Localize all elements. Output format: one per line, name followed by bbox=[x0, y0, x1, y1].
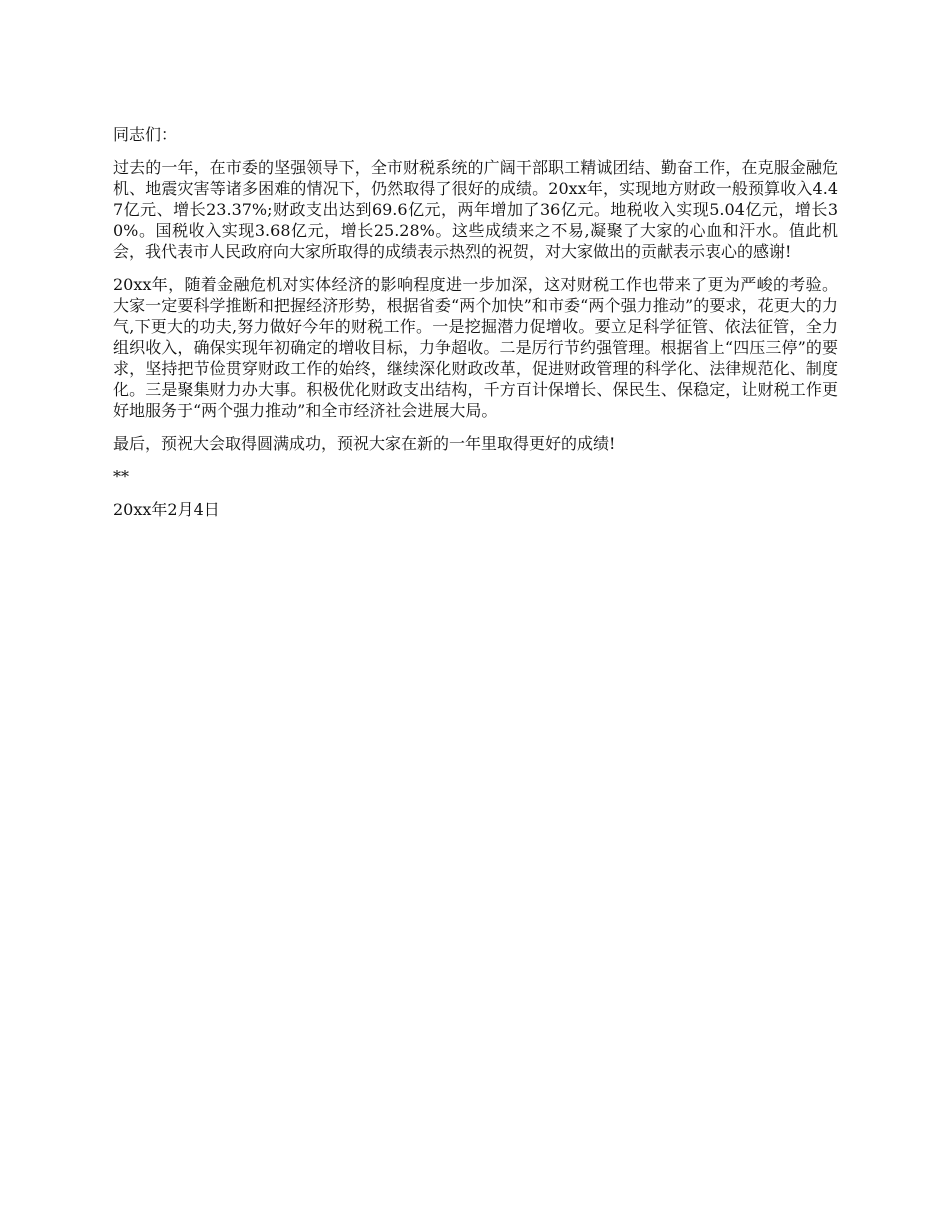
greeting: 同志们： bbox=[113, 125, 178, 144]
paragraph-closing: 最后，预祝大会取得圆满成功，预祝大家在新的一年里取得更好的成绩! bbox=[113, 434, 616, 453]
signature: ** bbox=[113, 467, 129, 486]
paragraph-tasks: 20xx年，随着金融危机对实体经济的影响程度进一步加深，这对财税工作也带来了更为严峻的考验。大家一定要科学推断和把握经济形势，根据省委“两个加快”和市委“两个强力推动”的要求，花更大的力气,下更大的功夫,努力做好今年的财税工作。一是挖掘潜力促增收。要立足科学征管、依法征管，全力组织收入，确保实现年初确定的增收目标，力争超收。二是厉行节约强管理。根据省上“四压三停”的要求，坚持把节俭贯穿财政工作的始终，继续深化财政改革，促进财政管理的科学化、法律规范化、制度化。三是聚集财力办大事。积极优化财政支出结构，千方百计保增长、保民生、保稳定，让财税工作更好地服务于“两个强力推动”和全市经济社会进展大局。 bbox=[113, 275, 838, 420]
letter-body bbox=[113, 124, 838, 520]
date: 20xx年2月4日 bbox=[113, 500, 220, 519]
paragraph-review: 过去的一年，在市委的坚强领导下，全市财税系统的广阔干部职工精诚团结、勤奋工作，在克服金融危机、地震灾害等诸多困难的情况下，仍然取得了很好的成绩。20xx年，实现地方财政一般预算收入4.47亿元、增长23.37%;财政支出达到69.6亿元，两年增加了36亿元。地税收入实现5.04亿元，增长30%。国税收入实现3.68亿元，增长25.28%。这些成绩来之不易,凝聚了大家的心血和汗水。值此机会，我代表市人民政府向大家所取得的成绩表示热烈的祝贺，对大家做出的贡献表示衷心的感谢! bbox=[113, 158, 838, 261]
